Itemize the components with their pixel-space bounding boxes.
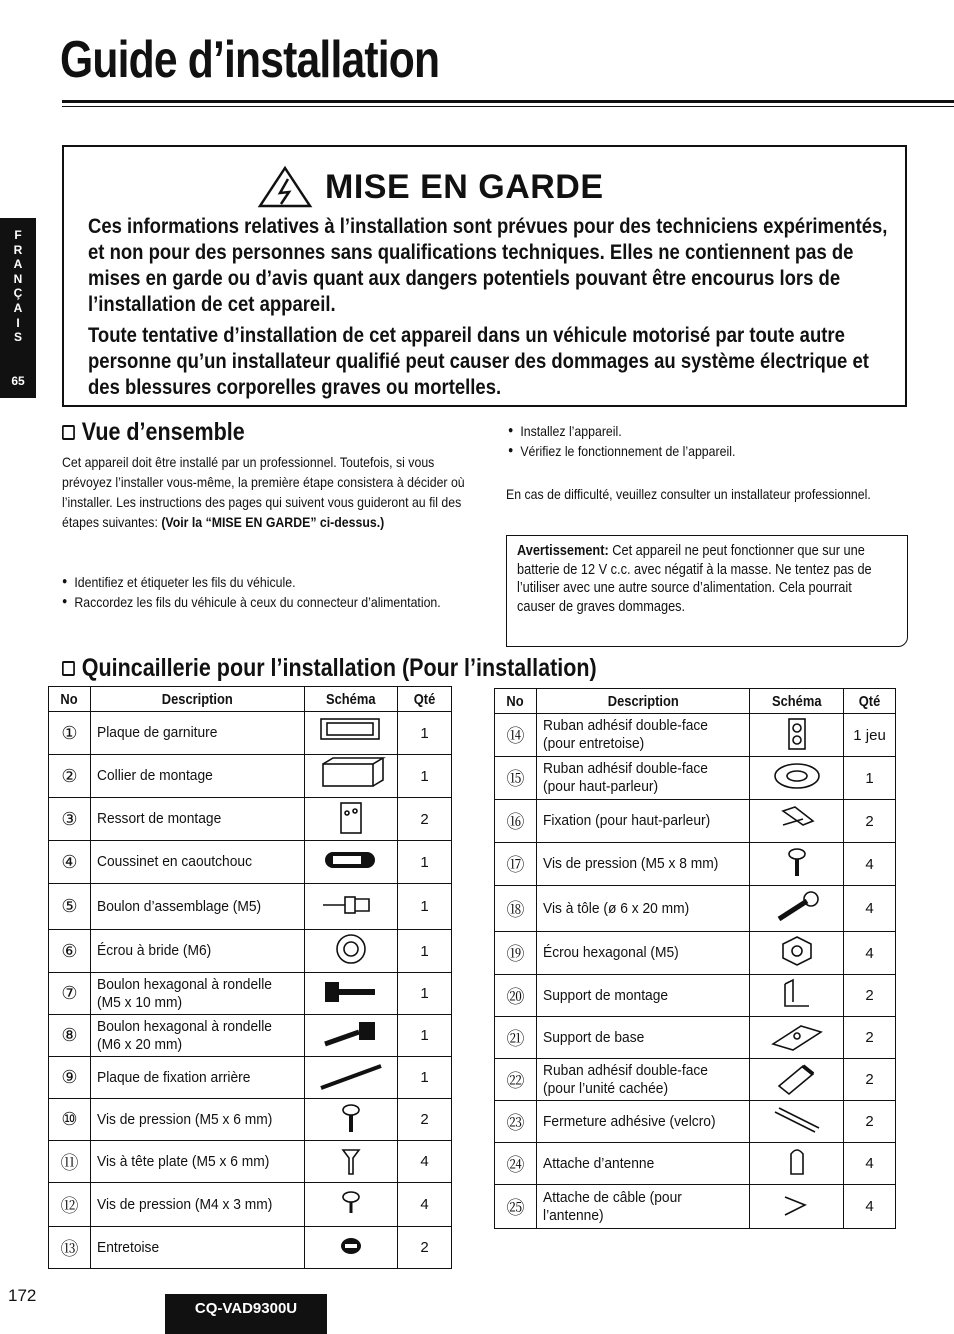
table-row <box>49 755 452 798</box>
table-row <box>495 932 896 975</box>
row-description: Fermeture adhésive (velcro) <box>536 1101 749 1143</box>
row-schema <box>305 884 398 930</box>
language-tab <box>0 218 36 398</box>
mounting-collar-icon <box>315 779 387 796</box>
row-number: ③ <box>49 798 91 841</box>
row-schema <box>305 973 398 1015</box>
rear-support-strap-icon <box>315 1081 387 1098</box>
row-number: ⑩ <box>49 1099 91 1141</box>
row-description: Boulon hexagonal à rondelle (M6 x 20 mm) <box>90 1015 304 1057</box>
row-number: ⑬ <box>49 1227 91 1269</box>
row-qty: 4 <box>844 1143 896 1185</box>
row-description: Attache d’antenne <box>536 1143 749 1185</box>
row-number: ① <box>49 712 91 755</box>
header-qty: Qté <box>844 689 896 714</box>
speaker-bracket-icon <box>761 824 833 841</box>
row-description: Écrou hexagonal (M5) <box>536 932 749 975</box>
table-row <box>495 714 896 757</box>
page-number: 172 <box>8 1286 37 1305</box>
base-bracket-icon <box>761 1041 833 1058</box>
title-rule-thin <box>62 106 954 107</box>
table-row <box>49 1015 452 1057</box>
row-schema <box>305 1015 398 1057</box>
table-row <box>495 1017 896 1059</box>
row-schema <box>750 932 844 975</box>
row-qty: 1 <box>398 884 452 930</box>
hex-nut-icon <box>761 956 833 973</box>
row-qty: 1 <box>398 1057 452 1099</box>
table-row <box>495 800 896 843</box>
overview-intro-bold: (Voir la “MISE EN GARDE” ci-dessus.) <box>161 514 385 530</box>
row-description: Ruban adhésif double-face (pour entretoise) <box>536 714 749 757</box>
table-row <box>49 1099 452 1141</box>
row-schema <box>305 755 398 798</box>
row-number: ⑰ <box>495 843 537 886</box>
tapping-screw-icon <box>315 1123 387 1140</box>
tape-strip-icon <box>761 1083 833 1100</box>
row-number: ⑤ <box>49 884 91 930</box>
hex-bolt-icon <box>315 997 387 1014</box>
row-description: Collier de montage <box>90 755 304 798</box>
row-qty: 4 <box>844 886 896 932</box>
title-rule <box>62 100 954 103</box>
row-qty: 4 <box>844 932 896 975</box>
sheet-metal-screw-icon <box>761 912 833 929</box>
row-description: Coussinet en caoutchouc <box>90 841 304 884</box>
cable-clamp-icon <box>761 1210 833 1227</box>
row-number: ⑲ <box>495 932 537 975</box>
list-item: ● Identifiez et étiqueter les fils du véhicule. <box>62 572 449 592</box>
table-row <box>49 1183 452 1227</box>
language-letter: R <box>13 242 23 257</box>
row-schema <box>750 975 844 1017</box>
steps-left-list <box>62 572 449 612</box>
caution-label: Avertissement: <box>517 543 609 559</box>
row-number: ㉑ <box>495 1017 537 1059</box>
row-schema <box>305 841 398 884</box>
warning-paragraph-2: Toute tentative d’installation de cet appareil dans un véhicule motorisé par toute autre personne qu’un installateur qualifié peut causer des dommages au système électrique et des blessures corporelles graves ou mortelles. <box>88 323 869 399</box>
overview-title: Vue d’ensemble <box>81 418 245 446</box>
row-number: ㉒ <box>495 1059 537 1101</box>
row-description: Plaque de garniture <box>90 712 304 755</box>
row-schema <box>305 712 398 755</box>
row-number: ⑦ <box>49 973 91 1015</box>
row-number: ⑪ <box>49 1141 91 1183</box>
warning-box <box>62 145 907 407</box>
warning-header <box>257 165 604 209</box>
hex-bolt-long-icon <box>315 1039 387 1056</box>
header-no: No <box>495 689 537 714</box>
row-description: Ruban adhésif double-face (pour haut-parleur) <box>536 757 749 800</box>
row-qty: 2 <box>844 1017 896 1059</box>
warning-paragraph-1: Ces informations relatives à l’installation sont prévues pour des techniciens expérimentés, et non pour des personnes sans qualifications techniques. Elles ne contiennent pas de mises en garde ou d’avis quant aux dangers potentiels pouvant être encourus lors de l’installation de cet appareil. <box>88 214 888 316</box>
table-row <box>49 930 452 973</box>
row-description: Boulon hexagonal à rondelle (M5 x 10 mm) <box>90 973 304 1015</box>
rubber-bushing-icon <box>315 865 387 882</box>
language-letter: Ç <box>13 286 23 301</box>
row-qty: 2 <box>398 1099 452 1141</box>
list-item: ● Vérifiez le fonctionnement de l’appareil. <box>508 441 895 461</box>
row-schema <box>305 1057 398 1099</box>
overview-intro-text: Cet appareil doit être installé par un professionnel. Toutefois, si vous prévoyez l’installer vous-même, la première étape consistera à décider où l’installer. Les instructions des pages qui suivent vous guideront au fil des étapes suivantes: <box>62 454 465 530</box>
table-row <box>49 973 452 1015</box>
double-tape-square-icon <box>761 738 833 755</box>
row-schema <box>750 1101 844 1143</box>
caution-text <box>517 542 887 616</box>
row-qty: 2 <box>844 1059 896 1101</box>
row-number: ⑮ <box>495 757 537 800</box>
hardware-title: Quincaillerie pour l’installation (Pour l’installation) <box>81 654 597 682</box>
mounting-spring-icon <box>315 822 387 839</box>
table-row <box>495 1059 896 1101</box>
header-qty: Qté <box>398 687 452 712</box>
row-schema <box>305 930 398 973</box>
row-schema <box>750 800 844 843</box>
hardware-heading <box>62 654 597 683</box>
spacer-icon <box>315 1251 387 1268</box>
row-schema <box>305 1227 398 1269</box>
assembly-bolt-icon <box>315 910 387 927</box>
row-number: ⑨ <box>49 1057 91 1099</box>
row-qty: 1 <box>844 757 896 800</box>
header-description: Description <box>536 689 749 714</box>
hardware-table-left <box>48 686 452 1269</box>
table-row <box>495 843 896 886</box>
row-qty: 4 <box>398 1141 452 1183</box>
row-qty: 2 <box>844 800 896 843</box>
velcro-icon <box>761 1125 833 1142</box>
row-qty: 1 <box>398 930 452 973</box>
language-letter: I <box>16 315 20 330</box>
row-description: Vis à tête plate (M5 x 6 mm) <box>90 1141 304 1183</box>
antenna-clip-icon <box>761 1167 833 1184</box>
warning-title: MISE EN GARDE <box>325 167 604 206</box>
row-schema <box>750 1059 844 1101</box>
row-description: Plaque de fixation arrière <box>90 1057 304 1099</box>
row-qty: 1 <box>398 973 452 1015</box>
row-number: ⑭ <box>495 714 537 757</box>
overview-intro <box>62 452 467 532</box>
row-schema <box>305 1099 398 1141</box>
language-letter: F <box>14 228 22 242</box>
flange-nut-icon <box>315 954 387 971</box>
trim-plate-icon <box>315 736 387 753</box>
row-description: Fixation (pour haut-parleur) <box>536 800 749 843</box>
row-schema <box>305 1183 398 1227</box>
row-qty: 1 <box>398 755 452 798</box>
table-row <box>49 1141 452 1183</box>
row-schema <box>750 714 844 757</box>
checkbox-square-icon <box>62 425 75 440</box>
overview-heading <box>62 418 245 447</box>
row-number: ② <box>49 755 91 798</box>
electric-warning-triangle-icon <box>257 165 313 209</box>
header-no: No <box>49 687 91 712</box>
row-number: ⑳ <box>495 975 537 1017</box>
row-description: Vis de pression (M5 x 6 mm) <box>90 1099 304 1141</box>
row-schema <box>750 757 844 800</box>
header-schema: Schéma <box>750 689 844 714</box>
row-description: Ressort de montage <box>90 798 304 841</box>
list-item: ● Installez l’appareil. <box>508 421 895 441</box>
header-schema: Schéma <box>305 687 398 712</box>
table-row <box>495 1143 896 1185</box>
table-row <box>49 712 452 755</box>
row-number: ⑧ <box>49 1015 91 1057</box>
header-description: Description <box>90 687 304 712</box>
tapping-screw-icon <box>761 867 833 884</box>
row-qty: 1 <box>398 712 452 755</box>
caution-box <box>506 535 908 647</box>
row-description: Attache de câble (pour l’antenne) <box>536 1185 749 1229</box>
section-number: 65 <box>11 374 25 388</box>
row-description: Vis de pression (M4 x 3 mm) <box>90 1183 304 1227</box>
row-number: ⑯ <box>495 800 537 843</box>
row-description: Vis à tôle (ø 6 x 20 mm) <box>536 886 749 932</box>
row-qty: 2 <box>398 798 452 841</box>
row-schema <box>750 1017 844 1059</box>
steps-right-list <box>508 421 895 461</box>
table-row <box>49 841 452 884</box>
row-description: Entretoise <box>90 1227 304 1269</box>
row-schema <box>305 1141 398 1183</box>
table-row <box>49 798 452 841</box>
row-description: Écrou à bride (M6) <box>90 930 304 973</box>
table-row <box>495 1101 896 1143</box>
row-qty: 4 <box>844 843 896 886</box>
checkbox-square-icon <box>62 661 75 676</box>
table-row <box>49 1227 452 1269</box>
row-qty: 4 <box>844 1185 896 1229</box>
row-description: Support de base <box>536 1017 749 1059</box>
language-letter: S <box>13 330 22 345</box>
row-number: ⑱ <box>495 886 537 932</box>
table-header-row <box>49 687 452 712</box>
row-schema <box>750 1185 844 1229</box>
table-row <box>495 757 896 800</box>
row-description: Support de montage <box>536 975 749 1017</box>
row-description: Vis de pression (M5 x 8 mm) <box>536 843 749 886</box>
warning-text <box>88 213 888 405</box>
page-title: Guide d’installation <box>60 31 440 89</box>
row-schema <box>750 1143 844 1185</box>
language-letter: A <box>13 300 23 315</box>
row-description: Ruban adhésif double-face (pour l’unité cachée) <box>536 1059 749 1101</box>
language-letters <box>0 218 36 345</box>
row-number: ⑫ <box>49 1183 91 1227</box>
table-row <box>495 975 896 1017</box>
table-row <box>49 884 452 930</box>
row-qty: 2 <box>844 1101 896 1143</box>
row-qty: 2 <box>844 975 896 1017</box>
table-row <box>495 1185 896 1229</box>
row-qty: 1 <box>398 1015 452 1057</box>
row-number: ㉕ <box>495 1185 537 1229</box>
row-qty: 2 <box>398 1227 452 1269</box>
caution-body: Cet appareil ne peut fonctionner que sur une batterie de 12 V c.c. avec négatif à la masse. Ne tentez pas de l’utiliser avec une autre source d’alimentation. Cela pourrait causer de graves dommages. <box>517 543 872 615</box>
row-number: ④ <box>49 841 91 884</box>
row-schema <box>750 843 844 886</box>
language-letter: N <box>13 271 23 286</box>
table-header-row <box>495 689 896 714</box>
small-screw-icon <box>315 1208 387 1225</box>
double-tape-round-icon <box>761 781 833 798</box>
row-description: Boulon d’assemblage (M5) <box>90 884 304 930</box>
language-letter: A <box>13 257 23 272</box>
row-qty: 1 jeu <box>844 714 896 757</box>
model-badge: CQ-VAD9300U <box>165 1294 327 1334</box>
row-schema <box>305 798 398 841</box>
row-number: ㉓ <box>495 1101 537 1143</box>
row-qty: 1 <box>398 841 452 884</box>
row-qty: 4 <box>398 1183 452 1227</box>
row-schema <box>750 886 844 932</box>
row-number: ⑥ <box>49 930 91 973</box>
mounting-bracket-icon <box>761 999 833 1016</box>
table-row <box>495 886 896 932</box>
difficulty-note <box>506 484 911 504</box>
hardware-table-right <box>494 688 896 1229</box>
table-row <box>49 1057 452 1099</box>
flat-head-screw-icon <box>315 1165 387 1182</box>
list-item: ● Raccordez les fils du véhicule à ceux du connecteur d’alimentation. <box>62 592 449 612</box>
row-number: ㉔ <box>495 1143 537 1185</box>
difficulty-text: En cas de difficulté, veuillez consulter un installateur professionnel. <box>506 486 871 502</box>
